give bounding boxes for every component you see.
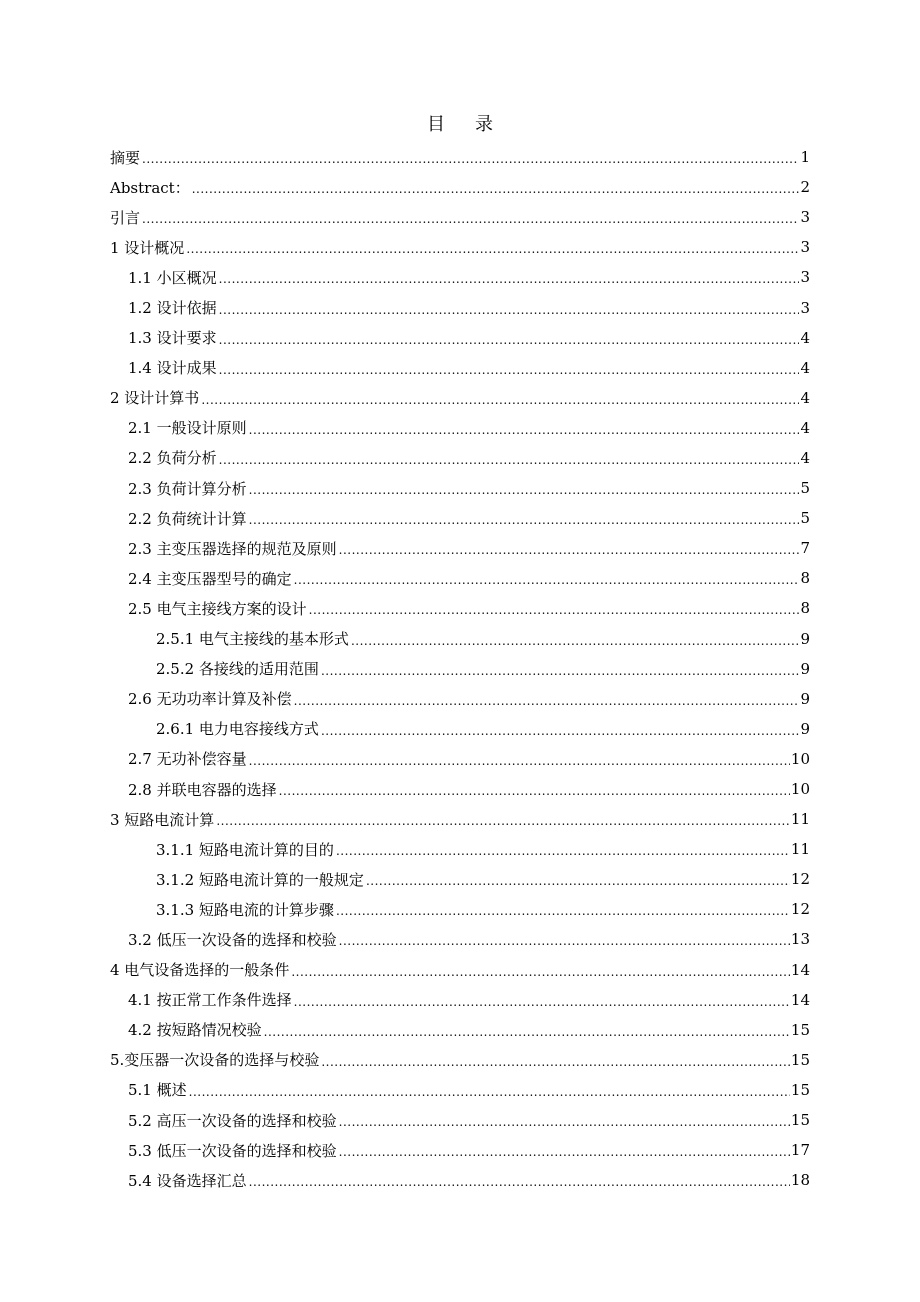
toc-dot-leader xyxy=(219,272,800,286)
toc-dot-leader xyxy=(142,212,799,226)
toc-entry[interactable] xyxy=(110,172,810,202)
toc-entry[interactable] xyxy=(128,1075,810,1105)
toc-entry-label: 5.4 设备选择汇总 xyxy=(128,1171,247,1190)
toc-entry-page-number: 12 xyxy=(790,900,810,919)
toc-entry-label: 2.3 主变压器选择的规范及原则 xyxy=(128,539,337,558)
toc-entry[interactable] xyxy=(110,142,810,172)
toc-entry-page-number: 9 xyxy=(800,689,810,708)
toc-dot-leader xyxy=(216,814,790,828)
toc-entry-label: 3.2 低压一次设备的选择和校验 xyxy=(128,930,337,949)
toc-entry[interactable] xyxy=(128,1135,810,1165)
toc-entry[interactable] xyxy=(128,323,810,353)
toc-entry[interactable] xyxy=(110,955,810,985)
toc-dot-leader xyxy=(339,1145,790,1159)
toc-title-char-2: 录 xyxy=(475,114,493,135)
toc-entry-label: 1.2 设计依据 xyxy=(128,299,217,318)
toc-dot-leader xyxy=(219,333,800,347)
toc-entry[interactable] xyxy=(128,292,810,322)
toc-entry[interactable] xyxy=(128,593,810,623)
toc-entry-page-number: 4 xyxy=(800,358,810,377)
toc-entry-page-number: 17 xyxy=(790,1141,810,1160)
toc-dot-leader xyxy=(201,393,799,407)
toc-entry-page-number: 9 xyxy=(800,719,810,738)
toc-entry-page-number: 9 xyxy=(800,659,810,678)
toc-entry-label: 1.1 小区概况 xyxy=(128,268,217,287)
toc-entry-label: 2.7 无功补偿容量 xyxy=(128,750,247,769)
toc-dot-leader xyxy=(142,152,799,166)
toc-dot-leader xyxy=(249,513,800,527)
toc-dot-leader xyxy=(264,1025,790,1039)
toc-entry-label: 1 设计概况 xyxy=(110,238,185,257)
toc-entry-page-number: 14 xyxy=(790,960,810,979)
toc-entry-label: 3.1.3 短路电流的计算步骤 xyxy=(156,900,334,919)
toc-entry-label: 5.3 低压一次设备的选择和校验 xyxy=(128,1141,337,1160)
toc-entry-label: 4 电气设备选择的一般条件 xyxy=(110,961,290,980)
toc-dot-leader xyxy=(351,634,800,648)
toc-entry[interactable] xyxy=(128,473,810,503)
toc-entry-label: 4.2 按短路情况校验 xyxy=(128,1021,262,1040)
toc-entry-page-number: 9 xyxy=(800,629,810,648)
toc-entry[interactable] xyxy=(128,774,810,804)
toc-entry-label: 4.1 按正常工作条件选择 xyxy=(128,991,292,1010)
toc-entry-label: 5.变压器一次设备的选择与校验 xyxy=(110,1051,320,1070)
toc-entry-page-number: 2 xyxy=(800,178,810,197)
toc-entry[interactable] xyxy=(156,864,810,894)
toc-entry-page-number: 8 xyxy=(800,599,810,618)
toc-dot-leader xyxy=(219,303,800,317)
toc-entry[interactable] xyxy=(128,1105,810,1135)
toc-dot-leader xyxy=(219,453,800,467)
toc-dot-leader xyxy=(366,874,790,888)
toc-dot-leader xyxy=(321,664,800,678)
toc-entry[interactable] xyxy=(128,744,810,774)
toc-dot-leader xyxy=(321,724,800,738)
toc-dot-leader xyxy=(294,694,800,708)
toc-entry[interactable] xyxy=(128,503,810,533)
toc-entry[interactable] xyxy=(128,1165,810,1195)
toc-entry-label: 5.1 概述 xyxy=(128,1081,187,1100)
toc-entry[interactable] xyxy=(110,383,810,413)
toc-dot-leader xyxy=(294,573,800,587)
toc-entry-page-number: 3 xyxy=(800,268,810,287)
toc-entry[interactable] xyxy=(128,413,810,443)
toc-dot-leader xyxy=(291,965,790,979)
toc-entry-page-number: 1 xyxy=(800,148,810,167)
toc-entry-page-number: 8 xyxy=(800,569,810,588)
toc-entry-page-number: 4 xyxy=(800,448,810,467)
toc-dot-leader xyxy=(219,363,800,377)
toc-entry-page-number: 11 xyxy=(790,840,810,859)
toc-entry[interactable] xyxy=(128,262,810,292)
toc-entry-label: 2 设计计算书 xyxy=(110,389,200,408)
toc-dot-leader xyxy=(186,242,799,256)
toc-dot-leader xyxy=(249,1175,790,1189)
toc-entry[interactable] xyxy=(128,443,810,473)
toc-entry-label: 2.8 并联电容器的选择 xyxy=(128,780,277,799)
toc-entry-label: 2.6 无功功率计算及补偿 xyxy=(128,690,292,709)
toc-entry-page-number: 7 xyxy=(800,539,810,558)
toc-entry[interactable] xyxy=(156,714,810,744)
toc-entry-label: 2.5.1 电气主接线的基本形式 xyxy=(156,630,349,649)
toc-entry-label: 引言 xyxy=(110,208,141,227)
toc-entry-label: 2.5 电气主接线方案的设计 xyxy=(128,599,307,618)
toc-entry-page-number: 15 xyxy=(790,1080,810,1099)
toc-entry-label: 摘要 xyxy=(110,148,141,167)
toc-entry[interactable] xyxy=(128,353,810,383)
toc-entry[interactable] xyxy=(156,894,810,924)
toc-entry-label: 2.2 负荷统计计算 xyxy=(128,509,247,528)
toc-title-char-1: 目 xyxy=(427,114,445,135)
toc-entry[interactable] xyxy=(156,834,810,864)
toc-entry[interactable] xyxy=(128,985,810,1015)
toc-entry-page-number: 15 xyxy=(790,1050,810,1069)
toc-dot-leader xyxy=(339,543,800,557)
toc-entry-label: 3.1.1 短路电流计算的目的 xyxy=(156,840,334,859)
toc-entry-page-number: 3 xyxy=(800,238,810,257)
toc-entry[interactable] xyxy=(156,624,810,654)
toc-dot-leader xyxy=(336,904,790,918)
toc-entry-label: 2.3 负荷计算分析 xyxy=(128,479,247,498)
toc-entry-page-number: 15 xyxy=(790,1111,810,1130)
toc-entry-label: 2.2 负荷分析 xyxy=(128,449,217,468)
toc-entry[interactable] xyxy=(128,533,810,563)
toc-entry[interactable] xyxy=(128,924,810,954)
toc-entry-label: 2.4 主变压器型号的确定 xyxy=(128,569,292,588)
toc-entry-label: 2.6.1 电力电容接线方式 xyxy=(156,720,319,739)
toc-entry[interactable] xyxy=(128,563,810,593)
toc-entry-page-number: 13 xyxy=(790,930,810,949)
toc-entry-label: 1.4 设计成果 xyxy=(128,359,217,378)
toc-dot-leader xyxy=(189,1085,790,1099)
toc-dot-leader xyxy=(339,1115,790,1129)
toc-dot-leader xyxy=(192,182,800,196)
toc-entry-label: 5.2 高压一次设备的选择和校验 xyxy=(128,1111,337,1130)
toc-entry-page-number: 12 xyxy=(790,870,810,889)
toc-dot-leader xyxy=(249,483,800,497)
toc-entry-label: 2.1 一般设计原则 xyxy=(128,419,247,438)
toc-dot-leader xyxy=(336,844,790,858)
toc-entry-page-number: 18 xyxy=(790,1171,810,1190)
toc-entry-page-number: 10 xyxy=(790,749,810,768)
toc-entry-page-number: 4 xyxy=(800,418,810,437)
toc-entry[interactable] xyxy=(156,654,810,684)
toc-dot-leader xyxy=(339,934,790,948)
toc-entry-label: 3.1.2 短路电流计算的一般规定 xyxy=(156,870,364,889)
toc-entry[interactable] xyxy=(128,1015,810,1045)
toc-entry-page-number: 15 xyxy=(790,1020,810,1039)
toc-title xyxy=(0,112,920,138)
toc-entry[interactable] xyxy=(110,804,810,834)
toc-entry-page-number: 5 xyxy=(800,509,810,528)
toc-entry-page-number: 4 xyxy=(800,328,810,347)
toc-entry-page-number: 10 xyxy=(790,780,810,799)
toc-entry-page-number: 5 xyxy=(800,479,810,498)
toc-entry-page-number: 3 xyxy=(800,298,810,317)
toc-entry-page-number: 11 xyxy=(790,810,810,829)
toc-entry-page-number: 14 xyxy=(790,990,810,1009)
toc-entry[interactable] xyxy=(110,232,810,262)
toc-dot-leader xyxy=(309,603,800,617)
toc-entry-label: Abstract： xyxy=(110,178,190,197)
table-of-contents xyxy=(0,142,920,1195)
toc-dot-leader xyxy=(249,423,800,437)
toc-dot-leader xyxy=(294,995,790,1009)
toc-dot-leader xyxy=(249,754,790,768)
toc-entry-page-number: 4 xyxy=(800,388,810,407)
toc-entry-label: 1.3 设计要求 xyxy=(128,329,217,348)
toc-dot-leader xyxy=(279,784,790,798)
toc-entry-label: 2.5.2 各接线的适用范围 xyxy=(156,660,319,679)
toc-entry[interactable] xyxy=(110,1045,810,1075)
toc-entry[interactable] xyxy=(128,684,810,714)
toc-entry-page-number: 3 xyxy=(800,208,810,227)
toc-dot-leader xyxy=(321,1055,790,1069)
toc-entry[interactable] xyxy=(110,202,810,232)
toc-entry-label: 3 短路电流计算 xyxy=(110,810,215,829)
